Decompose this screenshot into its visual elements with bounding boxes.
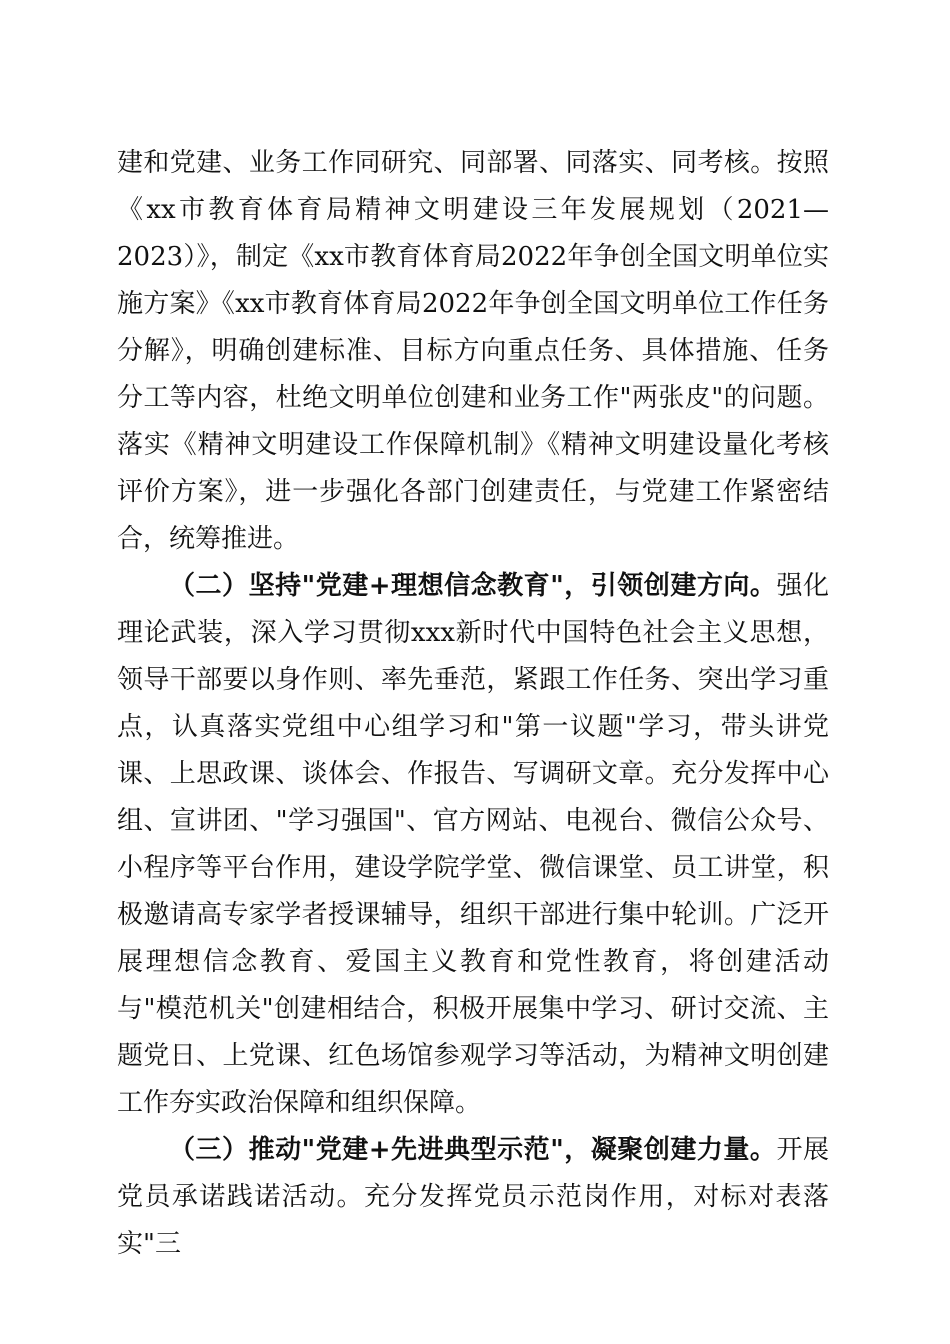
paragraph-2-body: 强化理论武装，深入学习贯彻xxx新时代中国特色社会主义思想，领导干部要以身作则、率先垂范，紧跟工作任务、突出学习重点，认真落实党组中心组学习和"第一议题"学习，带头讲党课、上思政课、谈体会、作报告、写调研文章。充分发挥中心组、宣讲团、"学习强国"、官方网站、电视台、微信公众号、小程序等平台作用，建设学院学堂、微信课堂、员工讲堂，积极邀请高专家学者授课辅导，组织干部进行集中轮训。广泛开展理想信念教育、爱国主义教育和党性教育，将创建活动与"模范机关"创建相结合，积极开展集中学习、研讨交流、主题党日、上党课、红色场馆参观学习等活动，为精神文明创建工作夯实政治保障和组织保障。	[117, 571, 829, 1118]
document-body	[117, 140, 829, 1268]
paragraph-3	[117, 1127, 829, 1268]
section-heading-2: （二）坚持"党建+理想信念教育"，引领创建方向。	[169, 571, 777, 601]
paragraph-1: 建和党建、业务工作同研究、同部署、同落实、同考核。按照《xx市教育体育局精神文明建设三年发展规划（2021—2023）》，制定《xx市教育体育局2022年争创全国文明单位实施方案》《xx市教育体育局2022年争创全国文明单位工作任务分解》，明确创建标准、目标方向重点任务、具体措施、任务分工等内容，杜绝文明单位创建和业务工作"两张皮"的问题。落实《精神文明建设工作保障机制》《精神文明建设量化考核评价方案》，进一步强化各部门创建责任，与党建工作紧密结合，统筹推进。	[117, 148, 829, 554]
paragraph-3-body: 开展党员承诺践诺活动。充分发挥党员示范岗作用，对标对表落实"三	[117, 1135, 829, 1259]
section-heading-3: （三）推动"党建+先进典型示范"，凝聚创建力量。	[169, 1135, 777, 1165]
paragraph-2	[117, 563, 829, 1127]
